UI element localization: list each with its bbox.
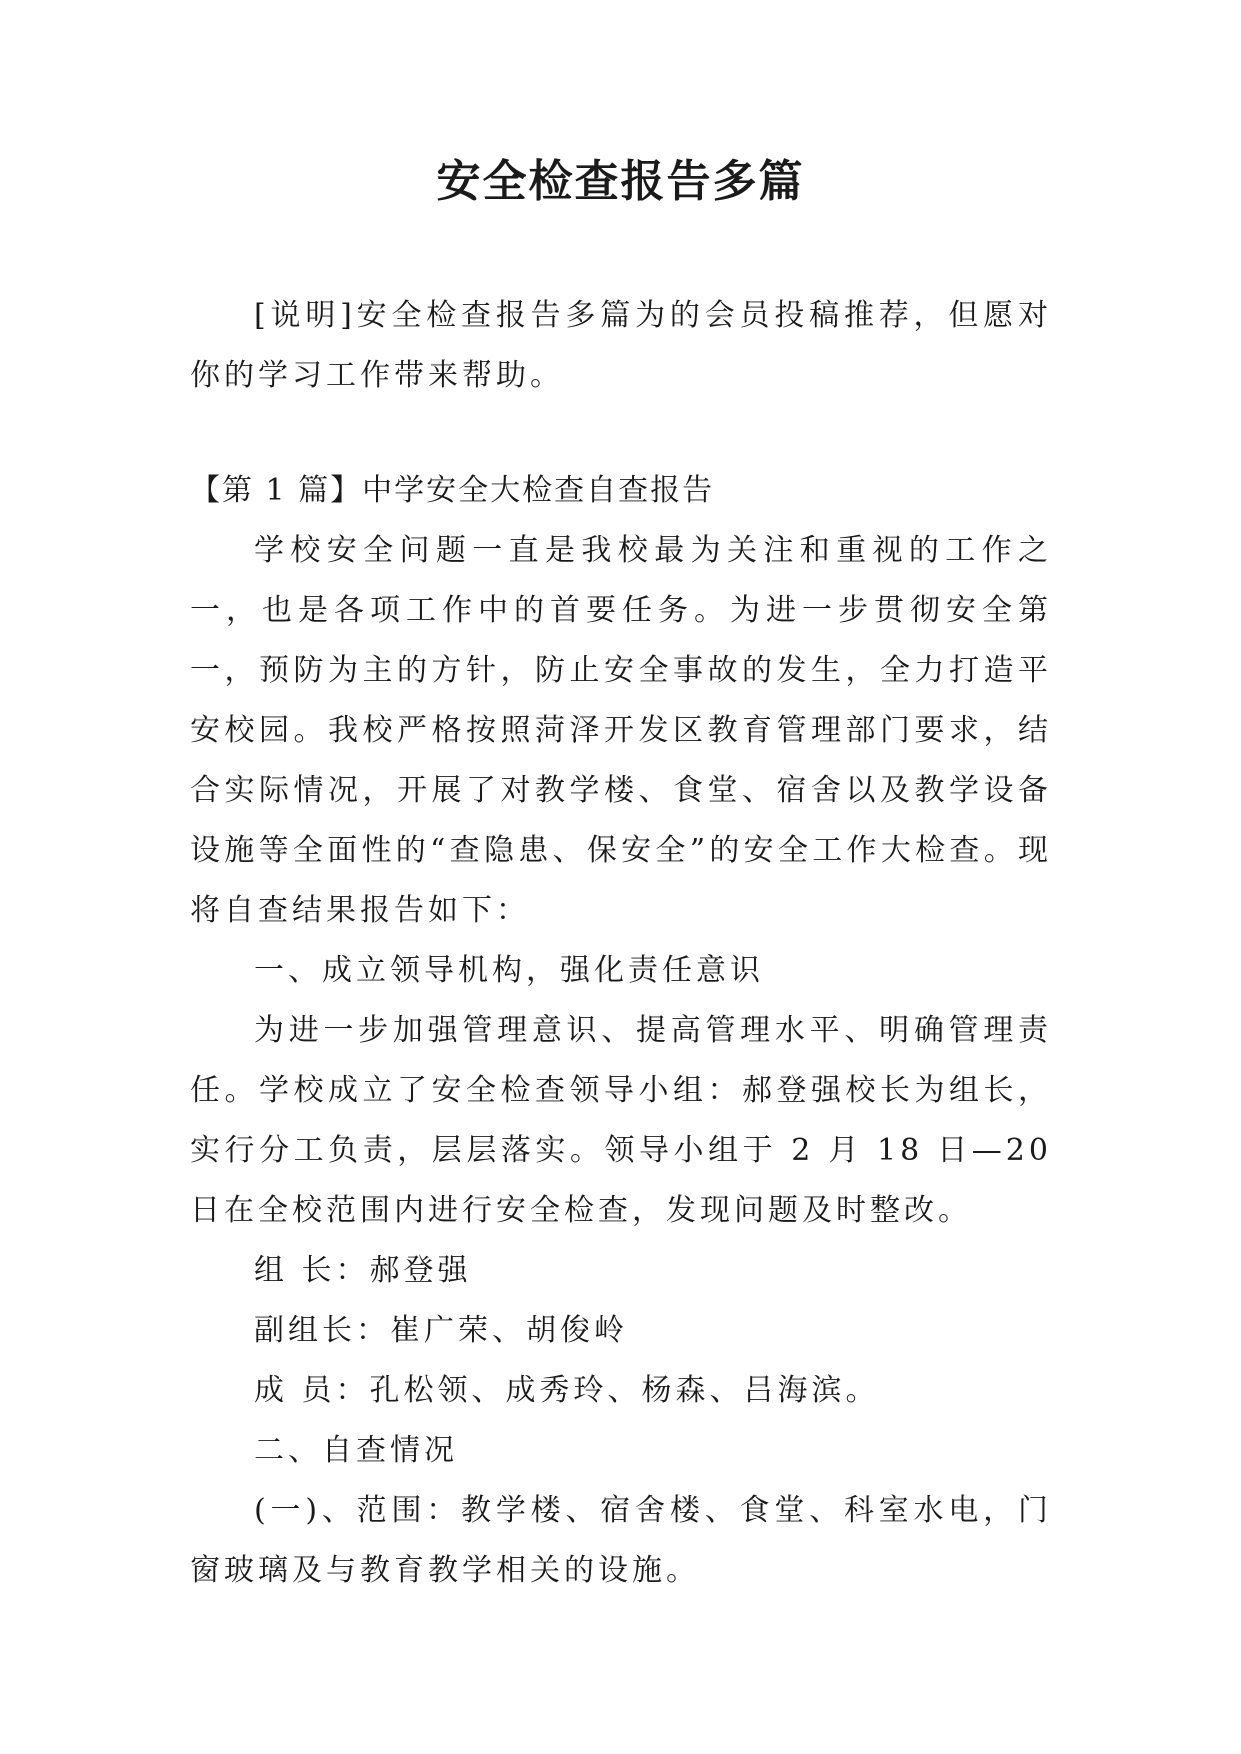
document-title: 安全检查报告多篇: [436, 156, 805, 207]
document-body: [190, 286, 1052, 1601]
members-line: 成 员：孔松领、成秀玲、杨森、吕海滨。: [254, 1373, 880, 1408]
deputy-leader-line: 副组长：崔广荣、胡俊岭: [254, 1313, 628, 1348]
subheading-1: 一、成立领导机构，强化责任意识: [254, 953, 764, 988]
subheading-2: 二、自查情况: [254, 1433, 458, 1468]
spacer: [190, 406, 1052, 461]
body-paragraph-1: 学校安全问题一直是我校最为关注和重视的工作之一，也是各项工作中的首要任务。为进一步贯彻安全第一，预防为主的方针，防止安全事故的发生，全力打造平安校园。我校严格按照菏泽开发区教育管理部门要求，结合实际情况，开展了对教学楼、食堂、宿舍以及教学设备设施等全面性的“查隐患、保安全”的安全工作大检查。现将自查结果报告如下：: [190, 533, 1052, 928]
group-leader-line: 组 长：郝登强: [254, 1253, 472, 1288]
section-heading: 【第 1 篇】中学安全大检查自查报告: [190, 473, 715, 508]
body-paragraph-2: 为进一步加强管理意识、提高管理水平、明确管理责任。学校成立了安全检查领导小组：郝登强校长为组长，实行分工负责，层层落实。领导小组于 2 月 18 日—20 日在全校范围内进行安全检查，发现问题及时整改。: [190, 1013, 1052, 1228]
intro-paragraph: [说明]安全检查报告多篇为的会员投稿推荐，但愿对你的学习工作带来帮助。: [190, 298, 1052, 393]
body-paragraph-3: (一)、范围：教学楼、宿舍楼、食堂、科室水电，门窗玻璃及与教育教学相关的设施。: [190, 1493, 1052, 1588]
